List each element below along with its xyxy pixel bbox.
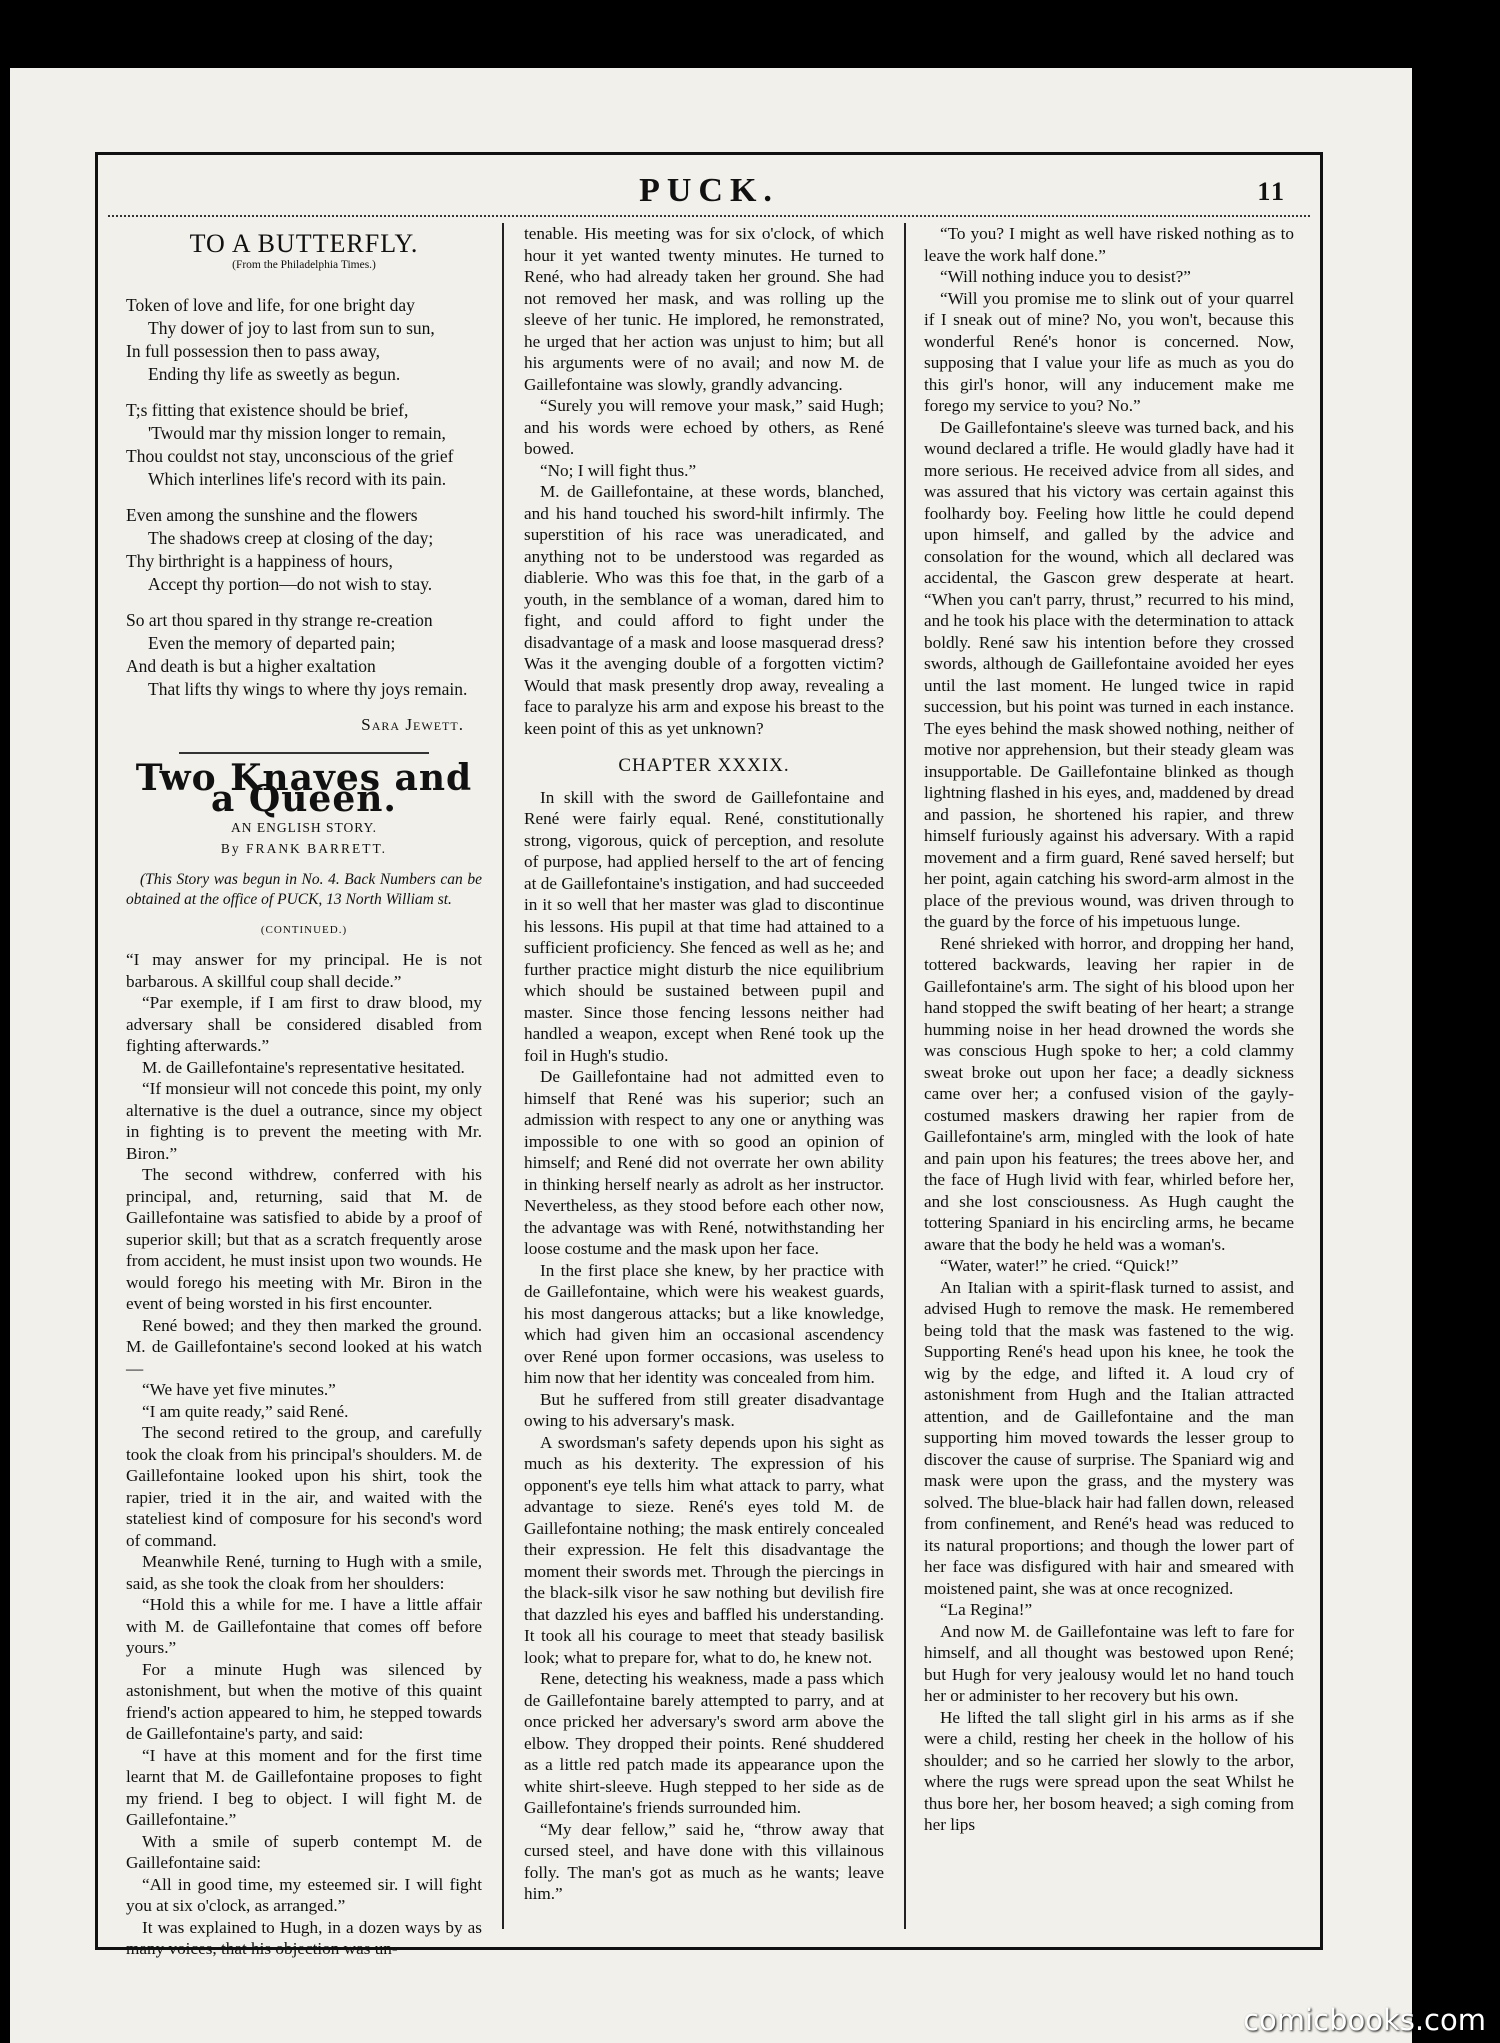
poem-line: Thy birthright is a happiness of hours, bbox=[126, 551, 393, 571]
paragraph: With a smile of superb contempt M. de Gaillefontaine said: bbox=[126, 1831, 482, 1872]
paragraph: “If monsieur will not concede this point, my only alternative is the duel a outrance, since my object in fighting is to prevent the meeting with Mr. Biron.” bbox=[126, 1079, 482, 1163]
paragraph: “I have at this moment and for the first time learnt that M. de Gaillefontaine proposes to fight my friend. I beg to object. I will fight M. de Gaillefontaine.” bbox=[126, 1745, 482, 1829]
paragraph: A swordsman's safety depends upon his sight as much as his dexterity. The expression of his opponent's eye tells him what attack to parry, what advantage to sieze. René's eyes told M. de Gaillefontaine nothing; the mask entirely concealed their expression. He felt this disadvantage the moment their swords met. Through the piercings in the black-silk visor he saw nothing but devilish fire that dazzled his eyes and baffled his understanding. It took all his courage to meet that steady basilisk look; what to prepare for, what to do, he knew not. bbox=[524, 1432, 884, 1667]
chapter-heading: CHAPTER XXXIX. bbox=[618, 755, 790, 776]
column-divider bbox=[904, 223, 906, 1929]
paragraph: De Gaillefontaine's sleeve was turned back, and his wound declared a trifle. He would gladly have had it more serious. He received advice from all sides, and was assured that his victory was certain against this foolhardy boy. Feeling how little he could depend upon himself, and galled by the advice and consolation for the wound, which all declared was accidental, the Gascon grew desperate at heart. “When you can't parry, thrust,” recurred to his mind, and he took his place with the determination to attack boldly. René saw his intention before they crossed swords, although de Gaillefontaine avoided her eyes until the last moment. He lunged twice in rapid succession, but his point was turned in each instance. The eyes behind the mask showed nothing, neither of motive nor apprehension, but their steady gleam was insupportable. De Gaillefontaine blinked as though lightning flashed in his eyes, and, maddened by dread and passion, he shortened his rapier, and threw himself furiously against his adversary. With a rapid movement and a firm guard, René saved herself; but her point, again catching his sword-arm almost in the place of the previous wound, was driven through to the guard by the force of his impetuous lunge. bbox=[924, 417, 1294, 931]
poem-line: So art thou spared in thy strange re-creation bbox=[126, 610, 433, 630]
story-title: Two Knaves and a Queen. bbox=[135, 756, 473, 820]
poem-line: Ending thy life as sweetly as begun. bbox=[148, 364, 401, 384]
page-number: 11 bbox=[1257, 177, 1286, 206]
poem-line: And death is but a higher exaltation bbox=[126, 656, 376, 676]
poem-line: Thou couldst not stay, unconscious of the grief bbox=[126, 446, 454, 466]
paragraph: “La Regina!” bbox=[940, 1600, 1033, 1619]
paragraph: For a minute Hugh was silenced by astonishment, but when the motive of this quaint friend's action appeared to him, he stepped towards de Gaillefontaine's party, and said: bbox=[126, 1659, 482, 1743]
paragraph: “Water, water!” he cried. “Quick!” bbox=[940, 1256, 1179, 1275]
header-rule bbox=[108, 215, 1310, 217]
poem-line: T;s fitting that existence should be brief, bbox=[126, 400, 409, 420]
paragraph: “My dear fellow,” said he, “throw away that cursed steel, and have done with this villainous folly. The man's got as much as he wants; leave him.” bbox=[524, 1819, 884, 1903]
poem-author: Sara Jewett. bbox=[361, 715, 464, 734]
poem-line: The shadows creep at closing of the day; bbox=[148, 528, 434, 548]
paragraph: “Hold this a while for me. I have a little affair with M. de Gaillefontaine that comes off before yours.” bbox=[126, 1595, 482, 1657]
column-3 bbox=[924, 223, 1294, 1927]
paragraph: M. de Gaillefontaine, at these words, blanched, and his hand touched his sword-hilt infirmly. The superstition of his race was uneradicated, and anything not to be understood was regarded as diablerie. Who was this foe that, in the garb of a youth, in the semblance of a woman, dared him to fight, and could afford to fight under the disadvantage of a mask and loose masquerad dress? Was it the avenging double of a forgotten victim? Would that mask presently drop away, revealing a face to paralyze his arm and expose his breast to the keen point of this as yet unknown? bbox=[524, 482, 884, 738]
paragraph: “Par exemple, if I am first to draw blood, my adversary shall be considered disabled from fighting afterwards.” bbox=[126, 993, 482, 1055]
paragraph: “I may answer for my principal. He is not barbarous. A skillful coup shall decide.” bbox=[126, 950, 482, 991]
paragraph: “Surely you will remove your mask,” said Hugh; and his words were echoed by others, as René bowed. bbox=[524, 396, 884, 458]
masthead: PUCK. bbox=[639, 172, 779, 209]
poem-stanza bbox=[126, 399, 482, 491]
column-2 bbox=[524, 223, 884, 1927]
watermark: comicbooks.com bbox=[1243, 2003, 1486, 2037]
paragraph: tenable. His meeting was for six o'clock, of which hour it yet wanted twenty minutes. He turned to René, who had already taken her ground. She had not removed her mask, and was rolling up the sleeve of her tunic. He implored, he remonstrated, he urged that her action was unjust to him; but all his arguments were of no avail; and now M. de Gaillefontaine was slowly, grandly advancing. bbox=[524, 224, 884, 394]
poem-line: Even the memory of departed pain; bbox=[148, 633, 396, 653]
story-subtitle: AN ENGLISH STORY. bbox=[231, 819, 377, 835]
paragraph: “No; I will fight thus.” bbox=[540, 460, 697, 480]
story-byline: By FRANK BARRETT. bbox=[220, 841, 388, 856]
poem-line: Token of love and life, for one bright day bbox=[126, 295, 415, 315]
poem-stanza bbox=[126, 609, 482, 701]
paragraph: “Will nothing induce you to desist?” bbox=[940, 267, 1191, 286]
poem-line: Thy dower of joy to last from sun to sun, bbox=[148, 318, 435, 338]
paragraph: “Will you promise me to slink out of your quarrel if I sneak out of mine? No, you won't, because this wonderful René's honor is concerned. Now, supposing that I value your life as much as you do this girl's honor, will any inducement make me forego my service to you? No.” bbox=[924, 288, 1294, 415]
paragraph: But he suffered from still greater disadvantage owing to his adversary's mask. bbox=[524, 1389, 884, 1430]
paragraph: M. de Gaillefontaine's representative hesitated. bbox=[142, 1057, 465, 1077]
poem-stanza bbox=[126, 294, 482, 386]
poem-title: TO A BUTTERFLY. bbox=[189, 229, 419, 258]
poem-stanza bbox=[126, 504, 482, 596]
column-divider bbox=[502, 223, 504, 1929]
poem-line: 'Twould mar thy mission longer to remain, bbox=[148, 423, 446, 443]
paragraph: De Gaillefontaine had not admitted even to himself that René was his superior; such an admission with respect to any one or anything was impossible to one with so good an opinion of himself; and René did not overrate her own ability in thinking herself nearly as adrolt as her instructor. Nevertheless, as they stood before each other now, the advantage was with René, notwithstanding her loose costume and the mask upon her face. bbox=[524, 1067, 884, 1258]
section-divider bbox=[179, 752, 429, 754]
paragraph: René bowed; and they then marked the ground. M. de Gaillefontaine's second looked at his watch— bbox=[126, 1315, 482, 1378]
page-frame bbox=[95, 152, 1323, 1958]
paragraph: He lifted the tall slight girl in his arms as if she were a child, resting her cheek in the hollow of his shoulder; and so he carried her slowly to the arbor, where the rugs were spread upon the seat Whilst he thus bore her, her bosom heaved; a sigh coming from her lips bbox=[924, 1707, 1294, 1834]
poem-line: Accept thy portion—do not wish to stay. bbox=[148, 574, 433, 594]
poem-line: That lifts thy wings to where thy joys remain. bbox=[148, 679, 468, 699]
paragraph: Meanwhile René, turning to Hugh with a smile, said, as she took the cloak from her shoulders: bbox=[126, 1552, 482, 1593]
poem-line: In full possession then to pass away, bbox=[126, 341, 381, 361]
paragraph: “We have yet five minutes.” bbox=[142, 1380, 336, 1399]
poem-line: Which interlines life's record with its pain. bbox=[148, 469, 447, 489]
paragraph: Rene, detecting his weakness, made a pass which de Gaillefontaine barely attempted to parry, and at once pricked her adversary's sword arm above the elbow. They dropped their points. René shuddered as a little red patch made its appearance upon the white shirt-sleeve. Hugh stepped to her side as de Gaillefontaine's friends surrounded him. bbox=[524, 1669, 884, 1817]
story-note: (This Story was begun in No. 4. Back Numbers can be obtained at the office of PUCK, 13 North William st. bbox=[126, 870, 482, 908]
paragraph: The second withdrew, conferred with his principal, and, returning, said that M. de Gaillefontaine was satisfied to abide by a proof of superior skill; but that as a scratch frequently arose from accident, he must insist upon two wounds. He would forego his meeting with Mr. Biron in the event of being worsted in his first encounter. bbox=[126, 1165, 482, 1313]
paragraph: In the first place she knew, by her practice with de Gaillefontaine, which were his weakest guards, his most dangerous attacks; but a like knowledge, which had given him an occasional ascendency over René upon former occasions, was useless to him now that her identity was concealed from him. bbox=[524, 1260, 884, 1387]
poem-line: Even among the sunshine and the flowers bbox=[126, 505, 418, 525]
paragraph: And now M. de Gaillefontaine was left to fare for himself, and all thought was bestowed upon René; but Hugh for very jealousy would let no hand touch her or administer to her recovery but his own. bbox=[924, 1621, 1294, 1705]
paragraph: In skill with the sword de Gaillefontaine and René were fairly equal. René, constitutionally strong, vigorous, quick of perception, and resolute of purpose, had applied herself to the art of fencing at de Gaillefontaine's instigation, and had succeeded in it so well that her master was glad to discontinue his lessons. His pupil at that time had attained to a sufficient proficiency. She fenced as well as he; and further practice might disturb the nice equilibrium which should be sustained between pupil and master. Since those fencing lessons neither had handled a weapon, except when René took up the foil in Hugh's studio. bbox=[524, 787, 884, 1065]
paragraph: “All in good time, my esteemed sir. I will fight you at six o'clock, as arranged.” bbox=[126, 1874, 482, 1915]
paragraph: René shrieked with horror, and dropping her hand, tottered backwards, leaving her rapier in de Gaillefontaine's arm. The sight of his blood upon her hand stopped the swift beating of her heart; a strange humming noise in her head drowned the words she was conscious Hugh spoke to her; a cold clammy sweat broke out upon her face; a deadly sickness came over her; a confused vision of the gayly-costumed maskers drawing her rapier from de Gaillefontaine's arm, mingled with the look of hate and pain upon his features; the trees above her, and the face of Hugh livid with fear, whirled before her, and she lost consciousness. As Hugh caught the tottering Spaniard in his encircling arms, he became aware that the body he held was a woman's. bbox=[924, 933, 1294, 1254]
paragraph: “I am quite ready,” said René. bbox=[142, 1401, 349, 1421]
paragraph: “To you? I might as well have risked nothing as to leave the work half done.” bbox=[924, 224, 1294, 265]
column-1 bbox=[126, 223, 482, 1958]
paragraph: The second retired to the group, and carefully took the cloak from his principal's shoulders. M. de Gaillefontaine looked upon his shirt, took the rapier, tried it in the air, and waited with the stateliest kind of composure for his second's word of command. bbox=[126, 1423, 482, 1550]
poem-source: (From the Philadelphia Times.) bbox=[232, 258, 376, 271]
continued-label: (CONTINUED.) bbox=[260, 923, 348, 936]
paragraph: It was explained to Hugh, in a dozen ways by as many voices, that his objection was un- bbox=[126, 1917, 482, 1958]
paragraph: An Italian with a spirit-flask turned to assist, and advised Hugh to remove the mask. He remembered being told that the mask was fastened to the wig. Supporting René's head upon his knee, he took the wig by the edge, and lifted it. A loud cry of astonishment from Hugh and the Italian attracted attention, and de Gaillefontaine and the man supporting him moved towards the lesser group to discover the cause of surprise. The Spaniard wig and mask were upon the grass, and the mystery was solved. The blue-black hair had fallen down, released from confinement, and René's head was reduced to its natural proportions; and though the lower part of her face was disfigured with hair and smeared with moistened paint, she was at once recognized. bbox=[924, 1277, 1294, 1598]
